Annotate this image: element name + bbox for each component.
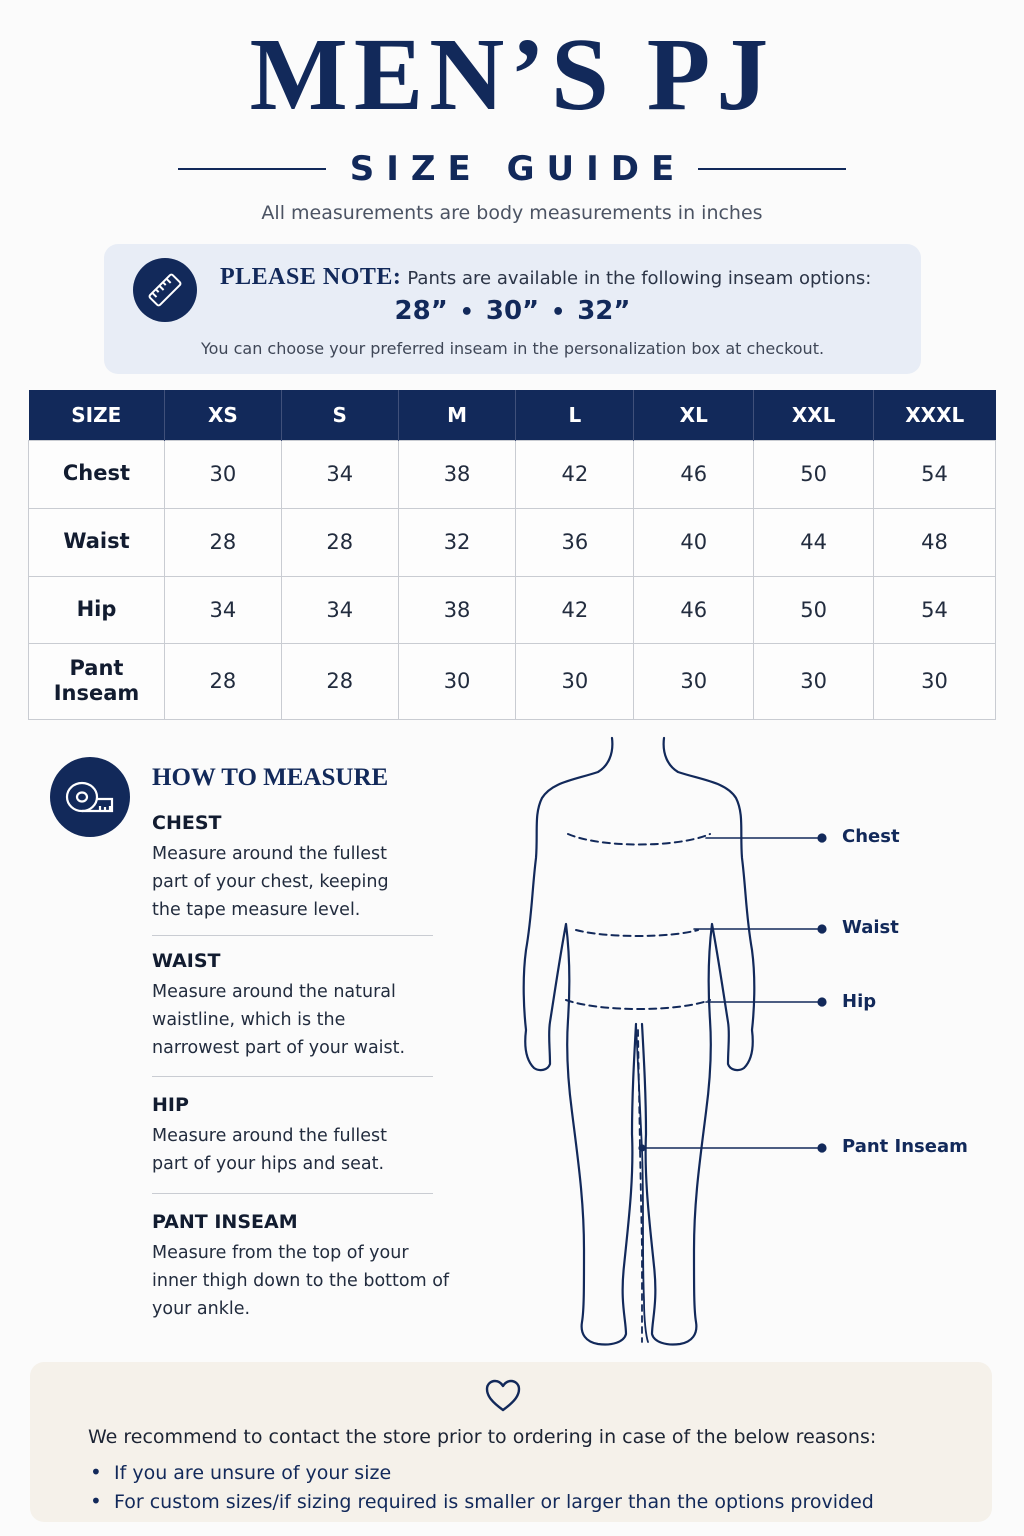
figure-label-waist: Waist: [842, 917, 899, 938]
table-header-cell: SIZE: [29, 390, 165, 440]
bullet-icon: •: [90, 1489, 102, 1513]
note-footer: You can choose your preferred inseam in the personalization box at checkout.: [200, 339, 825, 358]
table-header-cell: L: [516, 390, 634, 440]
row-label: Pant Inseam: [29, 643, 165, 719]
table-cell: 28: [164, 643, 281, 719]
subtitle-rule-right: [698, 168, 846, 170]
measure-divider: [152, 935, 433, 936]
measure-body: Measure from the top of your inner thigh down to the bottom of your ankle.: [152, 1243, 450, 1319]
measure-item-hip: [152, 1094, 452, 1178]
subtitle-row: [0, 146, 1024, 192]
note-line: [220, 264, 910, 291]
table-cell: 30: [754, 643, 874, 719]
measure-heading: HIP: [152, 1094, 189, 1116]
inseam-separator: •: [459, 300, 474, 325]
bullet-icon: •: [90, 1460, 102, 1484]
recommendation-text: We recommend to contact the store prior to ordering in case of the below reasons:: [88, 1426, 877, 1448]
recommendation-box: [30, 1362, 992, 1522]
inseam-option: 28”: [394, 296, 448, 326]
note-text: Pants are available in the following inseam options:: [407, 268, 872, 289]
measure-divider: [152, 1076, 433, 1077]
measure-heading: WAIST: [152, 950, 221, 972]
measure-body: Measure around the fullest part of your hips and seat.: [152, 1126, 388, 1174]
table-cell: 54: [874, 576, 996, 643]
table-header-cell: S: [281, 390, 398, 440]
list-item: [90, 1458, 874, 1487]
list-item: [90, 1487, 874, 1516]
table-header-row: [29, 390, 996, 440]
table-cell: 30: [398, 643, 516, 719]
table-row: [29, 440, 996, 508]
row-label: Chest: [29, 440, 165, 508]
how-to-measure-title: HOW TO MEASURE: [152, 764, 389, 791]
table-cell: 30: [516, 643, 634, 719]
tape-measure-icon: [50, 757, 130, 837]
table-cell: 54: [874, 440, 996, 508]
figure-label-chest: Chest: [842, 826, 900, 847]
table-cell: 28: [281, 508, 398, 576]
table-header-cell: XS: [164, 390, 281, 440]
table-cell: 46: [634, 440, 754, 508]
table-cell: 34: [164, 576, 281, 643]
table-cell: 50: [754, 576, 874, 643]
subtitle-rule-left: [178, 168, 326, 170]
table-header-cell: XXXL: [874, 390, 996, 440]
table-row: [29, 643, 996, 719]
measure-body: Measure around the fullest part of your chest, keeping the tape measure level.: [152, 844, 389, 920]
table-cell: 46: [634, 576, 754, 643]
table-cell: 42: [516, 440, 634, 508]
table-row: [29, 508, 996, 576]
page-title: MEN’S PJ: [249, 17, 775, 132]
body-figure: [500, 730, 1000, 1360]
inseam-option: 32”: [577, 296, 631, 326]
table-header-cell: XXL: [754, 390, 874, 440]
note-box: [104, 244, 921, 374]
note-label: PLEASE NOTE:: [220, 264, 402, 290]
measure-divider: [152, 1193, 433, 1194]
table-cell: 36: [516, 508, 634, 576]
reason-text: If you are unsure of your size: [114, 1462, 392, 1484]
table-cell: 50: [754, 440, 874, 508]
subtitle: SIZE GUIDE: [349, 149, 687, 189]
table-cell: 48: [874, 508, 996, 576]
row-label: Hip: [29, 576, 165, 643]
table-cell: 38: [398, 576, 516, 643]
measure-item-waist: [152, 950, 452, 1062]
heart-icon: [484, 1378, 522, 1414]
measure-item-inseam: [152, 1211, 452, 1323]
table-row: [29, 576, 996, 643]
table-cell: 34: [281, 440, 398, 508]
table-cell: 30: [874, 643, 996, 719]
measure-body: Measure around the natural waistline, which is the narrowest part of your waist.: [152, 982, 406, 1058]
figure-label-hip: Hip: [842, 991, 877, 1012]
measure-item-chest: [152, 812, 452, 924]
inseam-separator: •: [551, 300, 566, 325]
table-cell: 32: [398, 508, 516, 576]
table-cell: 34: [281, 576, 398, 643]
table-cell: 30: [634, 643, 754, 719]
size-table: [28, 390, 996, 720]
table-cell: 44: [754, 508, 874, 576]
table-header-cell: XL: [634, 390, 754, 440]
table-header-cell: M: [398, 390, 516, 440]
table-cell: 38: [398, 440, 516, 508]
table-cell: 30: [164, 440, 281, 508]
body-outline-icon: [500, 730, 1000, 1360]
inseam-options: [104, 296, 921, 326]
row-label: Waist: [29, 508, 165, 576]
measure-heading: PANT INSEAM: [152, 1211, 298, 1233]
table-cell: 42: [516, 576, 634, 643]
figure-label-inseam: Pant Inseam: [842, 1136, 968, 1157]
table-cell: 28: [164, 508, 281, 576]
table-cell: 28: [281, 643, 398, 719]
table-cell: 40: [634, 508, 754, 576]
measure-heading: CHEST: [152, 812, 222, 834]
recommendation-list: [90, 1458, 874, 1516]
intro-text: All measurements are body measurements in inches: [261, 202, 763, 224]
inseam-option: 30”: [485, 296, 540, 326]
reason-text: For custom sizes/if sizing required is smaller or larger than the options provided: [114, 1491, 874, 1513]
